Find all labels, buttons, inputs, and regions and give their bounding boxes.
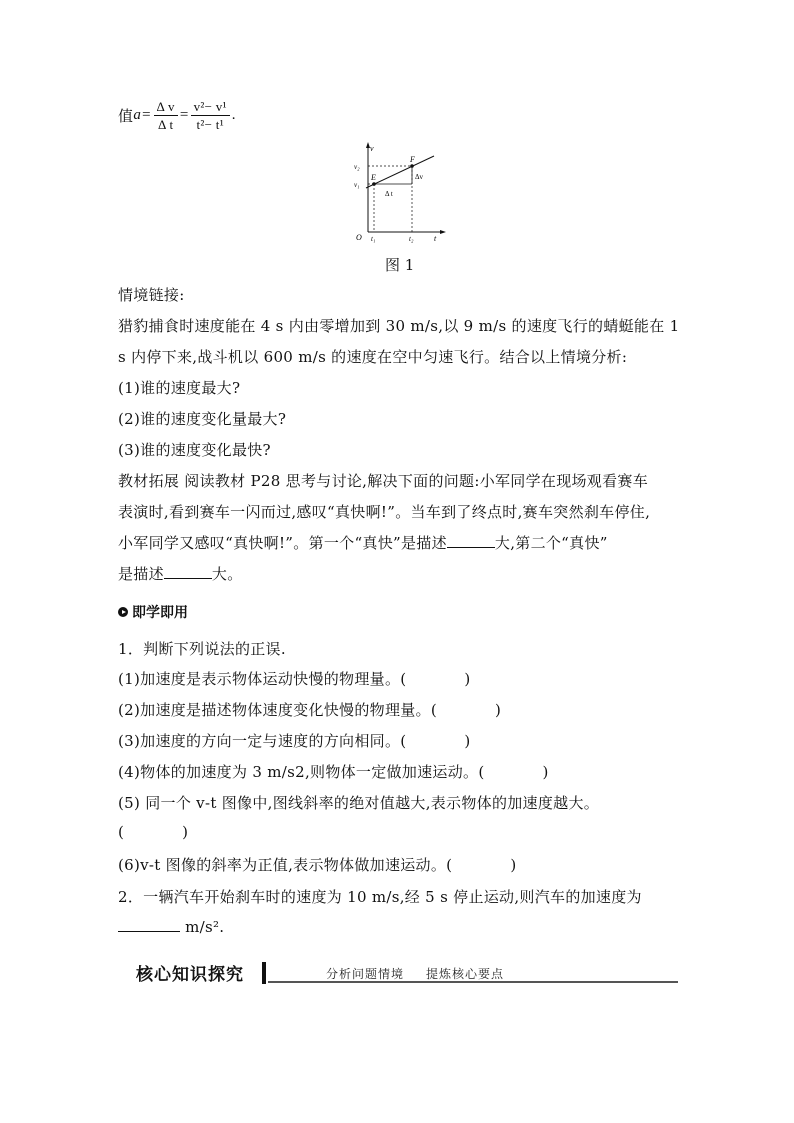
slope-line	[366, 156, 434, 188]
x-axis-label: t	[434, 234, 437, 243]
judge-item-6-text: (6)v-t 图像的斜率为正值,表示物体做加速运动。(	[118, 856, 453, 874]
formula-equals: =	[179, 107, 189, 123]
close-paren: )	[464, 670, 471, 688]
point-f-label: F	[410, 155, 415, 164]
figure-caption: 图 1	[385, 256, 415, 274]
close-paren: )	[495, 701, 502, 719]
extension-line-4	[118, 563, 243, 584]
origin-label: O	[356, 233, 362, 242]
point-f-dot	[410, 164, 414, 168]
context-line-1: 猎豹捕食时速度能在 4 s 内由零增加到 30 m/s,以 9 m/s 的速度飞行的蜻蜓能在 1	[118, 317, 680, 335]
extension-line-1: 教材拓展 阅读教材 P28 思考与讨论,解决下面的问题:小军同学在现场观看赛车	[118, 472, 649, 490]
answer-blank-3[interactable]	[118, 917, 180, 932]
v1-label: v₁	[354, 181, 360, 189]
t1-label: t₁	[371, 235, 376, 243]
practice-heading-text: 即学即用	[132, 605, 188, 621]
answer-blank-2[interactable]	[164, 564, 212, 579]
context-line-2: s 内停下来,战斗机以 600 m/s 的速度在空中匀速飞行。结合以上情境分析:	[118, 348, 628, 366]
extension-line-4b: 大。	[211, 565, 243, 583]
play-circle-icon	[118, 607, 128, 617]
close-paren: )	[542, 763, 549, 781]
context-question-1: (1)谁的速度最大?	[118, 379, 241, 397]
judge-item-4-text: (4)物体的加速度为 3 m/s2,则物体一定做加速运动。(	[118, 763, 485, 781]
extension-line-3b: 大,第二个“真快”	[494, 534, 608, 552]
t2-label: t₂	[409, 235, 414, 243]
formula-lhs: a=	[133, 107, 152, 123]
vt-graph-figure	[350, 140, 450, 244]
extension-line-4a: 是描述	[118, 565, 164, 583]
close-paren: )	[510, 856, 517, 874]
point-e-label: E	[371, 173, 376, 182]
extension-line-2: 表演时,看到赛车一闪而过,感叹“真快啊!”。当车到了终点时,赛车突然刹车停住,	[118, 503, 651, 521]
banner-divider-bar	[262, 962, 266, 984]
close-paren: )	[182, 823, 189, 841]
fraction-denominator: t²− t¹	[196, 117, 224, 132]
delta-t-label: Δ t	[385, 190, 393, 198]
extension-line-3a: 小军同学又感叹“真快啊!”。第一个“真快”是描述	[118, 534, 447, 552]
point-e-dot	[372, 182, 376, 186]
judge-item-1-text: (1)加速度是表示物体运动快慢的物理量。(	[118, 670, 407, 688]
unit-text: m/s².	[185, 918, 225, 936]
practice-q2-line-1: 2．一辆汽车开始刹车时的速度为 10 m/s,经 5 s 停止运动,则汽车的加速度为	[118, 888, 642, 906]
judge-item-5-answer	[118, 823, 188, 841]
judge-item-6	[118, 854, 516, 875]
extension-line-3	[118, 532, 608, 553]
acceleration-formula	[118, 98, 236, 133]
practice-heading	[118, 602, 188, 622]
practice-q2-line-2	[118, 917, 224, 936]
judge-item-2-text: (2)加速度是描述物体速度变化快慢的物理量。(	[118, 701, 438, 719]
banner-subtitle-1: 分析问题情境	[326, 967, 405, 981]
judge-item-3-text: (3)加速度的方向一定与速度的方向相同。(	[118, 732, 407, 750]
judge-item-4	[118, 761, 549, 782]
judge-item-1	[118, 668, 471, 689]
v2-label: v₂	[354, 163, 360, 171]
fraction-denominator: Δ t	[157, 117, 174, 132]
banner-subtitle-2: 提炼核心要点	[426, 967, 505, 981]
x-axis-arrow	[440, 230, 446, 234]
practice-q1-title: 1．判断下列说法的正误.	[118, 640, 286, 658]
answer-blank-1[interactable]	[447, 533, 495, 548]
judge-item-3	[118, 730, 471, 751]
context-heading: 情境链接:	[118, 286, 185, 304]
formula-end: .	[231, 107, 236, 123]
fraction-dv-dt	[154, 98, 178, 133]
judge-item-5: (5) 同一个 v-t 图像中,图线斜率的绝对值越大,表示物体的加速度越大。	[118, 794, 600, 812]
banner-title: 核心知识探究	[118, 960, 262, 984]
delta-v-label: Δv	[415, 173, 424, 181]
context-question-3: (3)谁的速度变化最快?	[118, 441, 271, 459]
fraction-v-t	[191, 98, 230, 133]
context-question-2: (2)谁的速度变化量最大?	[118, 410, 287, 428]
close-paren: )	[464, 732, 471, 750]
judge-item-2	[118, 699, 501, 720]
fraction-numerator: v²− v¹	[191, 98, 230, 116]
open-paren: (	[118, 823, 125, 841]
formula-prefix: 值	[118, 109, 134, 125]
fraction-numerator: Δ v	[154, 98, 178, 116]
y-axis-label: v	[370, 144, 374, 153]
section-banner	[118, 960, 678, 986]
